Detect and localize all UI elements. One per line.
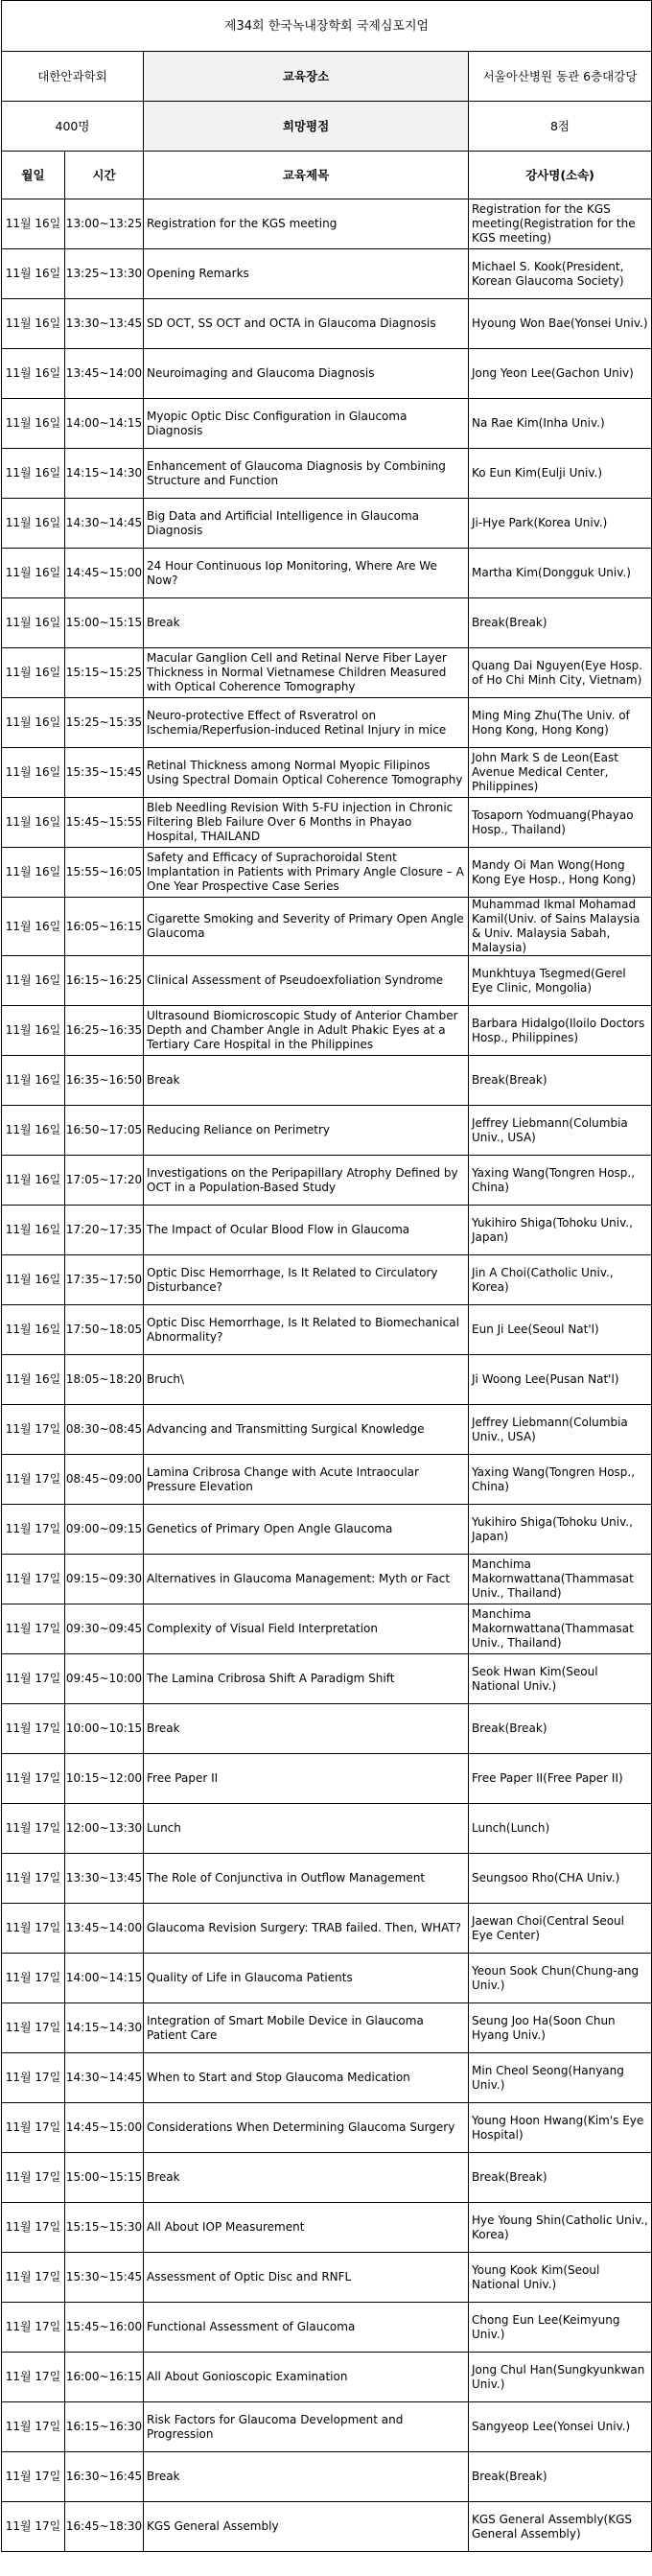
session-title: Break [144,2452,469,2502]
session-row [2,1555,652,1604]
session-title: Complexity of Visual Field Interpretation [144,1604,469,1654]
session-date: 11월 17일 [2,1854,65,1904]
session-row [2,1006,652,1056]
session-title: Cigarette Smoking and Severity of Primary Open Angle Glaucoma [144,898,469,956]
session-speaker: Break(Break) [469,2153,652,2203]
session-title: Big Data and Artificial Intelligence in Glaucoma Diagnosis [144,499,469,549]
session-date: 11월 16일 [2,399,65,449]
session-row [2,2003,652,2053]
session-speaker: Jin A Choi(Catholic Univ., Korea) [469,1255,652,1305]
session-date: 11월 16일 [2,549,65,598]
session-speaker: Chong Eun Lee(Keimyung Univ.) [469,2303,652,2353]
session-row [2,1106,652,1156]
session-row [2,1604,652,1654]
session-time: 09:45~10:00 [65,1654,144,1704]
session-date: 11월 17일 [2,1954,65,2003]
session-time: 16:35~16:50 [65,1056,144,1106]
session-speaker: Jeffrey Liebmann(Columbia Univ., USA) [469,1106,652,1156]
session-time: 15:30~15:45 [65,2253,144,2303]
session-date: 11월 16일 [2,798,65,848]
session-speaker: Hye Young Shin(Catholic Univ., Korea) [469,2203,652,2253]
session-time: 10:00~10:15 [65,1704,144,1754]
session-row [2,2353,652,2402]
session-date: 11월 16일 [2,1206,65,1255]
session-title: Considerations When Determining Glaucoma Surgery [144,2103,469,2153]
session-speaker: Martha Kim(Dongguk Univ.) [469,549,652,598]
session-time: 17:20~17:35 [65,1206,144,1255]
session-title: The Lamina Cribrosa Shift A Paradigm Shift [144,1654,469,1704]
session-title: SD OCT, SS OCT and OCTA in Glaucoma Diagnosis [144,299,469,349]
session-row [2,449,652,499]
session-time: 09:30~09:45 [65,1604,144,1654]
session-time: 13:00~13:25 [65,199,144,249]
organizer-cell: 대한안과학회 [2,52,144,102]
session-row [2,199,652,249]
session-title: Break [144,1704,469,1754]
session-title: Neuro-protective Effect of Rsveratrol on Ischemia/Reperfusion-induced Retinal Injury in mice [144,698,469,748]
session-date: 11월 16일 [2,199,65,249]
session-title: Retinal Thickness among Normal Myopic Filipinos Using Spectral Domain Optical Coherence Tomography [144,748,469,798]
session-time: 15:45~15:55 [65,798,144,848]
session-time: 14:15~14:30 [65,449,144,499]
session-time: 14:30~14:45 [65,2053,144,2103]
session-title: Reducing Reliance on Perimetry [144,1106,469,1156]
session-row [2,1455,652,1505]
session-speaker: Munkhtuya Tsegmed(Gerel Eye Clinic, Mongolia) [469,956,652,1006]
session-title: Opening Remarks [144,249,469,299]
header-title: 교육제목 [144,152,469,199]
session-row [2,956,652,1006]
session-row [2,2253,652,2303]
attendees-cell: 400명 [2,102,144,152]
header-row [2,152,652,199]
session-row [2,1654,652,1704]
session-row [2,2203,652,2253]
session-date: 11월 16일 [2,449,65,499]
session-date: 11월 16일 [2,956,65,1006]
session-title: Neuroimaging and Glaucoma Diagnosis [144,349,469,399]
title-row [2,1,652,52]
session-speaker: Lunch(Lunch) [469,1804,652,1854]
session-time: 16:00~16:15 [65,2353,144,2402]
session-time: 16:30~16:45 [65,2452,144,2502]
session-speaker: Jaewan Choi(Central Seoul Eye Center) [469,1904,652,1954]
session-time: 13:45~14:00 [65,349,144,399]
session-row [2,1056,652,1106]
session-speaker: Break(Break) [469,1704,652,1754]
session-time: 12:00~13:30 [65,1804,144,1854]
session-date: 11월 17일 [2,2502,65,2552]
session-date: 11월 16일 [2,898,65,956]
session-row [2,1904,652,1954]
session-date: 11월 17일 [2,2053,65,2103]
session-time: 15:00~15:15 [65,598,144,648]
session-speaker: KGS General Assembly(KGS General Assembly) [469,2502,652,2552]
session-time: 09:00~09:15 [65,1505,144,1555]
header-date: 월일 [2,152,65,199]
session-row [2,698,652,748]
session-speaker: Yukihiro Shiga(Tohoku Univ., Japan) [469,1505,652,1555]
session-date: 11월 16일 [2,349,65,399]
session-row [2,1954,652,2003]
session-date: 11월 17일 [2,2303,65,2353]
program-table [1,0,652,2552]
session-title: Investigations on the Peripapillary Atrophy Defined by OCT in a Population-Based Study [144,1156,469,1206]
session-title: KGS General Assembly [144,2502,469,2552]
session-time: 16:50~17:05 [65,1106,144,1156]
session-time: 17:35~17:50 [65,1255,144,1305]
session-date: 11월 16일 [2,698,65,748]
session-title: Ultrasound Biomicroscopic Study of Anterior Chamber Depth and Chamber Angle in Adult Phakic Eyes at a Tertiary Care Hospital in the Philippines [144,1006,469,1056]
session-date: 11월 17일 [2,2103,65,2153]
session-time: 17:50~18:05 [65,1305,144,1355]
session-date: 11월 16일 [2,499,65,549]
session-date: 11월 17일 [2,1505,65,1555]
session-speaker: Hyoung Won Bae(Yonsei Univ.) [469,299,652,349]
session-date: 11월 17일 [2,2253,65,2303]
session-time: 15:00~15:15 [65,2153,144,2203]
session-speaker: John Mark S de Leon(East Avenue Medical Center, Philippines) [469,748,652,798]
session-row [2,798,652,848]
session-row [2,349,652,399]
session-date: 11월 16일 [2,598,65,648]
session-title: Macular Ganglion Cell and Retinal Nerve Fiber Layer Thickness in Normal Vietnamese Children Measured with Optical Coherence Tomography [144,648,469,698]
session-title: Lamina Cribrosa Change with Acute Intraocular Pressure Elevation [144,1455,469,1505]
session-date: 11월 17일 [2,1405,65,1455]
session-date: 11월 16일 [2,1255,65,1305]
session-date: 11월 16일 [2,748,65,798]
session-speaker: Min Cheol Seong(Hanyang Univ.) [469,2053,652,2103]
session-row [2,1754,652,1804]
session-row [2,249,652,299]
session-speaker: Barbara Hidalgo(Iloilo Doctors Hosp., Philippines) [469,1006,652,1056]
session-time: 17:05~17:20 [65,1156,144,1206]
session-time: 18:05~18:20 [65,1355,144,1405]
session-date: 11월 17일 [2,2203,65,2253]
session-row [2,598,652,648]
session-title: Safety and Efficacy of Suprachoroidal Stent Implantation in Patients with Primary Angle Closure – A One Year Prospective Case Series [144,848,469,898]
venue-label: 교육장소 [144,52,469,102]
session-title: Risk Factors for Glaucoma Development and Progression [144,2402,469,2452]
session-speaker: Quang Dai Nguyen(Eye Hosp. of Ho Chi Minh City, Vietnam) [469,648,652,698]
score-label: 희망평점 [144,102,469,152]
session-speaker: Yaxing Wang(Tongren Hosp., China) [469,1455,652,1505]
session-date: 11월 16일 [2,1156,65,1206]
session-time: 15:55~16:05 [65,848,144,898]
session-title: Functional Assessment of Glaucoma [144,2303,469,2353]
session-time: 14:45~15:00 [65,2103,144,2153]
session-title: Registration for the KGS meeting [144,199,469,249]
session-time: 15:15~15:30 [65,2203,144,2253]
session-speaker: Break(Break) [469,1056,652,1106]
session-row [2,1505,652,1555]
session-time: 09:15~09:30 [65,1555,144,1604]
info-row-attendees [2,102,652,152]
session-date: 11월 17일 [2,1455,65,1505]
session-speaker: Michael S. Kook(President, Korean Glaucoma Society) [469,249,652,299]
session-title: Assessment of Optic Disc and RNFL [144,2253,469,2303]
session-title: Glaucoma Revision Surgery: TRAB failed. Then, WHAT? [144,1904,469,1954]
session-date: 11월 17일 [2,1704,65,1754]
session-time: 08:45~09:00 [65,1455,144,1505]
session-time: 16:15~16:25 [65,956,144,1006]
session-row [2,1405,652,1455]
session-date: 11월 17일 [2,1804,65,1854]
session-row [2,648,652,698]
session-speaker: Manchima Makornwattana(Thammasat Univ., Thailand) [469,1555,652,1604]
session-speaker: Muhammad Ikmal Mohamad Kamil(Univ. of Sains Malaysia & Univ. Malaysia Sabah, Malaysia) [469,898,652,956]
session-title: Optic Disc Hemorrhage, Is It Related to Biomechanical Abnormality? [144,1305,469,1355]
session-title: Break [144,598,469,648]
session-row [2,549,652,598]
session-speaker: Yukihiro Shiga(Tohoku Univ., Japan) [469,1206,652,1255]
session-title: All About Gonioscopic Examination [144,2353,469,2402]
session-speaker: Seung Joo Ha(Soon Chun Hyang Univ.) [469,2003,652,2053]
session-time: 14:00~14:15 [65,1954,144,2003]
session-time: 15:45~16:00 [65,2303,144,2353]
session-row [2,299,652,349]
session-row [2,1206,652,1255]
session-time: 16:25~16:35 [65,1006,144,1056]
session-row [2,898,652,956]
session-title: Enhancement of Glaucoma Diagnosis by Combining Structure and Function [144,449,469,499]
session-title: Integration of Smart Mobile Device in Glaucoma Patient Care [144,2003,469,2053]
session-row [2,2053,652,2103]
session-row [2,1355,652,1405]
session-speaker: Ji Woong Lee(Pusan Nat'l) [469,1355,652,1405]
session-speaker: Mandy Oi Man Wong(Hong Kong Eye Hosp., Hong Kong) [469,848,652,898]
session-date: 11월 17일 [2,2452,65,2502]
session-title: Free Paper II [144,1754,469,1804]
session-speaker: Registration for the KGS meeting(Registration for the KGS meeting) [469,199,652,249]
session-date: 11월 16일 [2,1006,65,1056]
session-title: Lunch [144,1804,469,1854]
session-speaker: Break(Break) [469,598,652,648]
session-speaker: Young Hoon Hwang(Kim's Eye Hospital) [469,2103,652,2153]
session-title: Optic Disc Hemorrhage, Is It Related to Circulatory Disturbance? [144,1255,469,1305]
info-row-venue [2,52,652,102]
session-title: Myopic Optic Disc Configuration in Glaucoma Diagnosis [144,399,469,449]
score-value: 8점 [469,102,652,152]
session-time: 13:30~13:45 [65,299,144,349]
session-date: 11월 16일 [2,249,65,299]
session-date: 11월 17일 [2,1555,65,1604]
session-speaker: Manchima Makornwattana(Thammasat Univ., Thailand) [469,1604,652,1654]
session-time: 16:05~16:15 [65,898,144,956]
session-date: 11월 17일 [2,1604,65,1654]
session-row [2,499,652,549]
session-row [2,2103,652,2153]
session-date: 11월 17일 [2,2003,65,2053]
session-speaker: Tosaporn Yodmuang(Phayao Hosp., Thailand) [469,798,652,848]
session-time: 15:35~15:45 [65,748,144,798]
session-speaker: Break(Break) [469,2452,652,2502]
session-row [2,1305,652,1355]
session-row [2,1804,652,1854]
session-title: Alternatives in Glaucoma Management: Myth or Fact [144,1555,469,1604]
document-title: 제34회 한국녹내장학회 국제심포지엄 [2,1,652,52]
session-time: 15:15~15:25 [65,648,144,698]
session-speaker: Jong Chul Han(Sungkyunkwan Univ.) [469,2353,652,2402]
session-title: Bruch\ [144,1355,469,1405]
session-time: 14:45~15:00 [65,549,144,598]
session-row [2,2502,652,2552]
session-time: 14:30~14:45 [65,499,144,549]
session-speaker: Young Kook Kim(Seoul National Univ.) [469,2253,652,2303]
session-speaker: Eun Ji Lee(Seoul Nat'l) [469,1305,652,1355]
session-speaker: Ming Ming Zhu(The Univ. of Hong Kong, Hong Kong) [469,698,652,748]
session-date: 11월 17일 [2,2353,65,2402]
session-title: The Role of Conjunctiva in Outflow Management [144,1854,469,1904]
session-title: Clinical Assessment of Pseudoexfoliation Syndrome [144,956,469,1006]
session-time: 15:25~15:35 [65,698,144,748]
session-row [2,748,652,798]
session-speaker: Sangyeop Lee(Yonsei Univ.) [469,2402,652,2452]
session-row [2,2153,652,2203]
session-time: 08:30~08:45 [65,1405,144,1455]
session-row [2,1854,652,1904]
session-title: All About IOP Measurement [144,2203,469,2253]
session-date: 11월 16일 [2,1355,65,1405]
session-speaker: Jeffrey Liebmann(Columbia Univ., USA) [469,1405,652,1455]
session-row [2,399,652,449]
session-title: Break [144,1056,469,1106]
session-row [2,1704,652,1754]
session-date: 11월 16일 [2,848,65,898]
header-time: 시간 [65,152,144,199]
session-title: Advancing and Transmitting Surgical Knowledge [144,1405,469,1455]
session-time: 16:15~16:30 [65,2402,144,2452]
session-date: 11월 16일 [2,1305,65,1355]
session-time: 10:15~12:00 [65,1754,144,1804]
session-title: Break [144,2153,469,2203]
session-speaker: Free Paper II(Free Paper II) [469,1754,652,1804]
session-date: 11월 16일 [2,648,65,698]
session-row [2,848,652,898]
session-title: Bleb Needling Revision With 5-FU injection in Chronic Filtering Bleb Failure Over 6 Months in Phayao Hospital, THAILAND [144,798,469,848]
session-date: 11월 17일 [2,1754,65,1804]
session-row [2,1156,652,1206]
session-speaker: Yaxing Wang(Tongren Hosp., China) [469,1156,652,1206]
session-time: 13:25~13:30 [65,249,144,299]
session-time: 14:15~14:30 [65,2003,144,2053]
venue-value: 서울아산병원 동관 6층대강당 [469,52,652,102]
session-time: 13:45~14:00 [65,1904,144,1954]
session-date: 11월 16일 [2,299,65,349]
header-speaker: 강사명(소속) [469,152,652,199]
session-speaker: Na Rae Kim(Inha Univ.) [469,399,652,449]
session-speaker: Ko Eun Kim(Eulji Univ.) [469,449,652,499]
session-time: 13:30~13:45 [65,1854,144,1904]
session-row [2,2452,652,2502]
session-row [2,2303,652,2353]
session-time: 16:45~18:30 [65,2502,144,2552]
session-row [2,1255,652,1305]
session-speaker: Seok Hwan Kim(Seoul National Univ.) [469,1654,652,1704]
session-row [2,2402,652,2452]
session-title: When to Start and Stop Glaucoma Medication [144,2053,469,2103]
session-speaker: Ji-Hye Park(Korea Univ.) [469,499,652,549]
session-date: 11월 16일 [2,1106,65,1156]
session-title: 24 Hour Continuous Iop Monitoring, Where Are We Now? [144,549,469,598]
session-title: The Impact of Ocular Blood Flow in Glaucoma [144,1206,469,1255]
session-speaker: Yeoun Sook Chun(Chung-ang Univ.) [469,1954,652,2003]
session-title: Genetics of Primary Open Angle Glaucoma [144,1505,469,1555]
session-speaker: Jong Yeon Lee(Gachon Univ) [469,349,652,399]
session-speaker: Seungsoo Rho(CHA Univ.) [469,1854,652,1904]
session-date: 11월 17일 [2,2153,65,2203]
session-time: 14:00~14:15 [65,399,144,449]
session-date: 11월 17일 [2,1904,65,1954]
session-date: 11월 17일 [2,1654,65,1704]
session-title: Quality of Life in Glaucoma Patients [144,1954,469,2003]
session-date: 11월 17일 [2,2402,65,2452]
session-date: 11월 16일 [2,1056,65,1106]
